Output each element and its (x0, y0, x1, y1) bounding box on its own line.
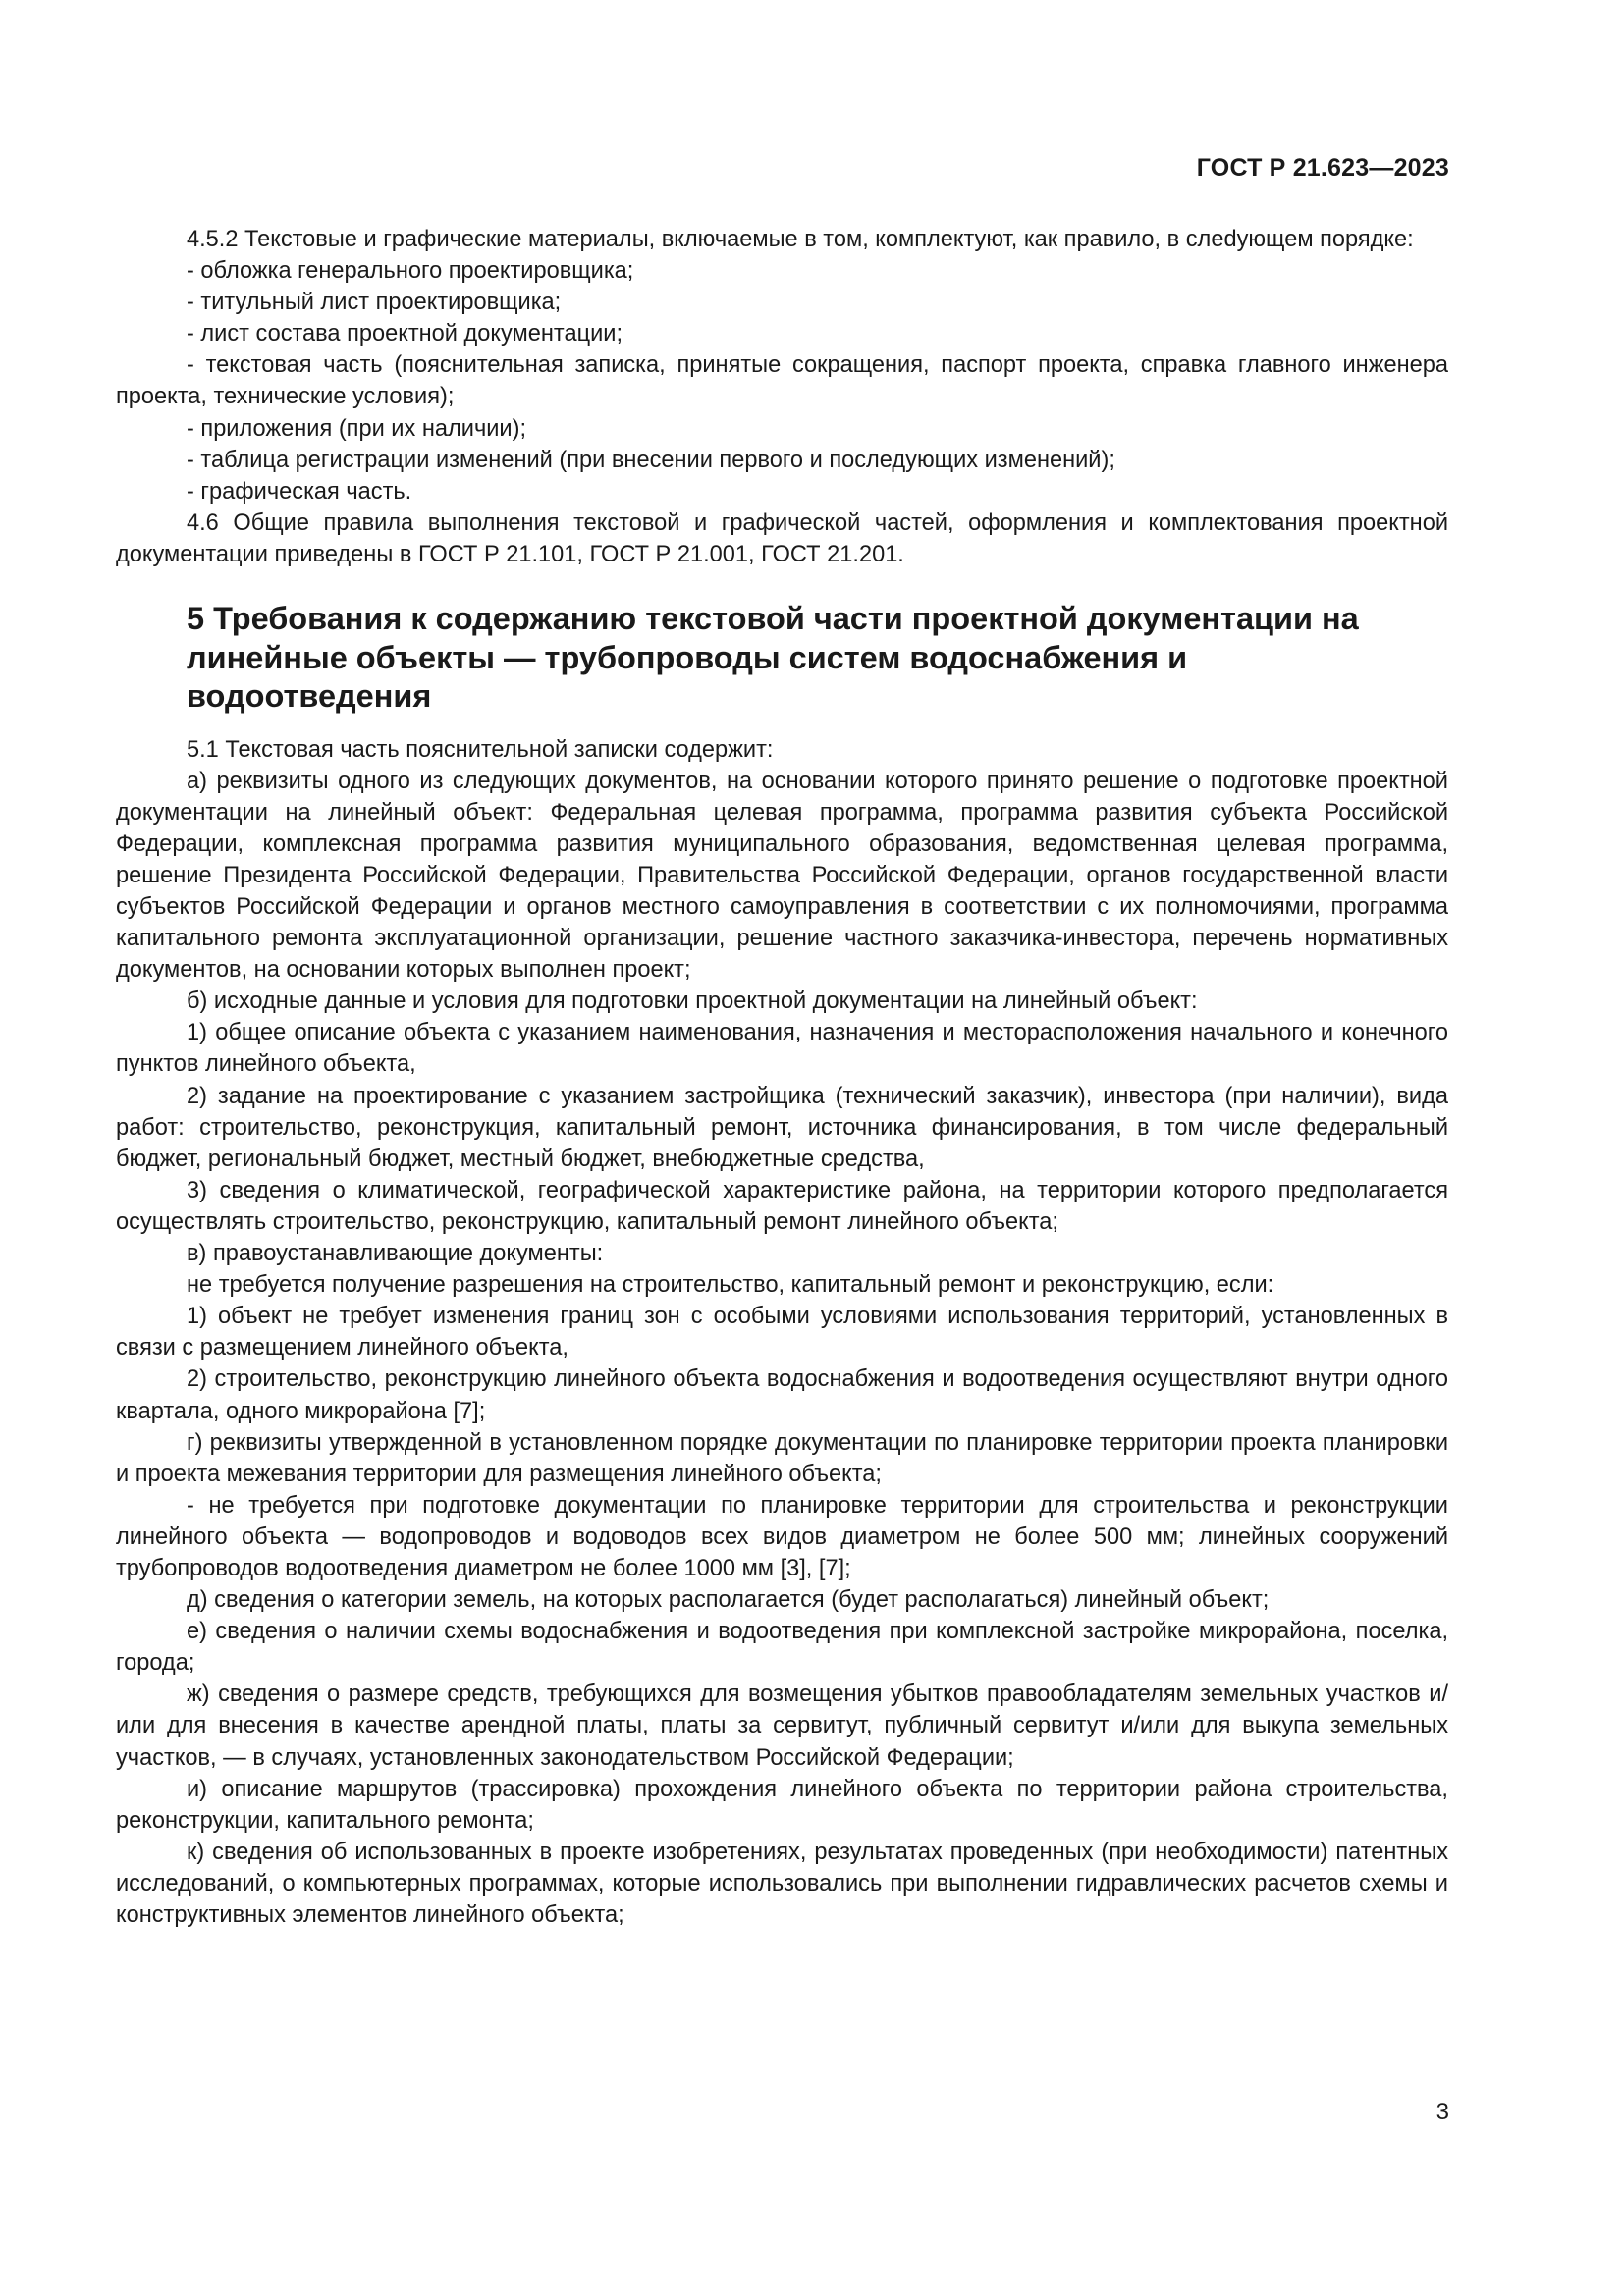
paragraph: г) реквизиты утвержденной в установленном порядке документации по планировке территории проекта планировки и проекта межевания территории для размещения линейного объекта; (116, 1429, 1448, 1487)
paragraph: 2) строительство, реконструкцию линейного объекта водоснабжения и водоотведения осуществляют внутри одного квартала, одного микрорайона [7]; (116, 1366, 1448, 1424)
paragraph: в) правоустанавливающие документы: (187, 1241, 604, 1267)
paragraph: д) сведения о категории земель, на которых располагается (будет располагаться) линейный объект; (187, 1587, 1270, 1614)
paragraph: 5.1 Текстовая часть пояснительной записки содержит: (187, 736, 774, 763)
list-item: - лист состава проектной документации; (187, 321, 623, 347)
list-item: - обложка генерального проектировщика; (187, 258, 634, 285)
paragraph: а) реквизиты одного из следующих документов, на основании которого принято решение о подготовке проектной документации на линейный объект: Федеральная целевая программа, программа развития субъекта Российской Федерации, комплексная программа развития муниципального образования, ведомственная целевая программа, решение Президента Российской Федерации, Правительства Российской Федерации, органов государственной власти субъектов Российской Федерации и органов местного самоуправления в соответствии с их полномочиями, программа капитального ремонта эксплуатационной организации, решение частного заказчика-инвестора, перечень нормативных документов, на основании которых выполнен проект; (116, 768, 1448, 984)
paragraph: ж) сведения о размере средств, требующихся для возмещения убытков правообладателям земельных участков и/или для внесения в качестве арендной платы, платы за сервитут, публичный сервитут и/или для выкупа земельных участков, — в случаях, установленных законодательством Российской Федерации; (116, 1682, 1448, 1771)
paragraph: е) сведения о наличии схемы водоснабжения и водоотведения при комплексной застройке микрорайона, поселка, города; (116, 1619, 1448, 1677)
paragraph: - не требуется при подготовке документации по планировке территории для строительства и реконструкции линейного объекта — водопроводов и водоводов всех видов диаметром не более 500 мм; линейных сооружений трубопроводов водоотведения диаметром не более 1000 мм [3], [7]; (116, 1492, 1448, 1581)
paragraph: б) исходные данные и условия для подготовки проектной документации на линейный объект: (187, 988, 1198, 1015)
page-number: 3 (1435, 2099, 1449, 2125)
paragraph: 1) объект не требует изменения границ зон с особыми условиями использования территорий, установленных в связи с размещением линейного объекта, (116, 1304, 1448, 1362)
paragraph: не требуется получение разрешения на строительство, капитальный ремонт и реконструкцию, если: (187, 1272, 1274, 1299)
paragraph-4-5-2-intro: 4.5.2 Текстовые и графические материалы, включаемые в том, комплектуют, как правило, в слеdующем порядке: (187, 227, 1414, 252)
list-item: - таблица регистрации изменений (при внесении первого и последующих изменений); (187, 447, 1115, 473)
paragraph: 2) задание на проектирование с указанием застройщика (технический заказчик), инвестора (при наличии), вида работ: строительство, реконструкция, капитальный ремонт, источника финансирования, в том числе федеральный бюджет, региональный бюджет, местный бюджет, внебюджетные средства, (116, 1083, 1448, 1172)
document-code-header: ГОСТ Р 21.623—2023 (1196, 154, 1449, 182)
list-item: - графическая часть. (187, 478, 412, 505)
list-item: - текстовая часть (пояснительная записка, принятые сокращения, паспорт проекта, справка главного инженера проекта, технические условия); (116, 352, 1448, 410)
list-item: - приложения (при их наличии); (187, 415, 527, 442)
paragraph-4-6: 4.6 Общие правила выполнения текстовой и графической частей, оформления и комплектования проектной документации приведены в ГОСТ Р 21.101, ГОСТ Р 21.001, ГОСТ 21.201. (116, 509, 1448, 567)
paragraph: 3) сведения о климатической, географической характеристике района, на территории которого предполагается осуществлять строительство, реконструкцию, капитальный ремонт линейного объекта; (116, 1177, 1448, 1235)
paragraph: и) описание маршрутов (трассировка) прохождения линейного объекта по территории района строительства, реконструкции, капитального ремонта; (116, 1776, 1448, 1834)
paragraph: 1) общее описание объекта с указанием наименования, назначения и месторасположения начального и конечного пунктов линейного объекта, (116, 1020, 1448, 1078)
section-5-heading: 5 Требования к содержанию текстовой части проектной документации на линейные объекты — трубопроводы систем водоснабжения и водоотведения (187, 601, 1359, 715)
paragraph: к) сведения об использованных в проекте изобретениях, результатах проведенных (при необходимости) патентных исследований, о компьютерных программах, которые использовались при выполнении гидравлических расчетов схемы и конструктивных элементов линейного объекта; (116, 1839, 1448, 1928)
list-item: - титульный лист проектировщика; (187, 290, 562, 316)
page-content (116, 224, 1448, 1931)
